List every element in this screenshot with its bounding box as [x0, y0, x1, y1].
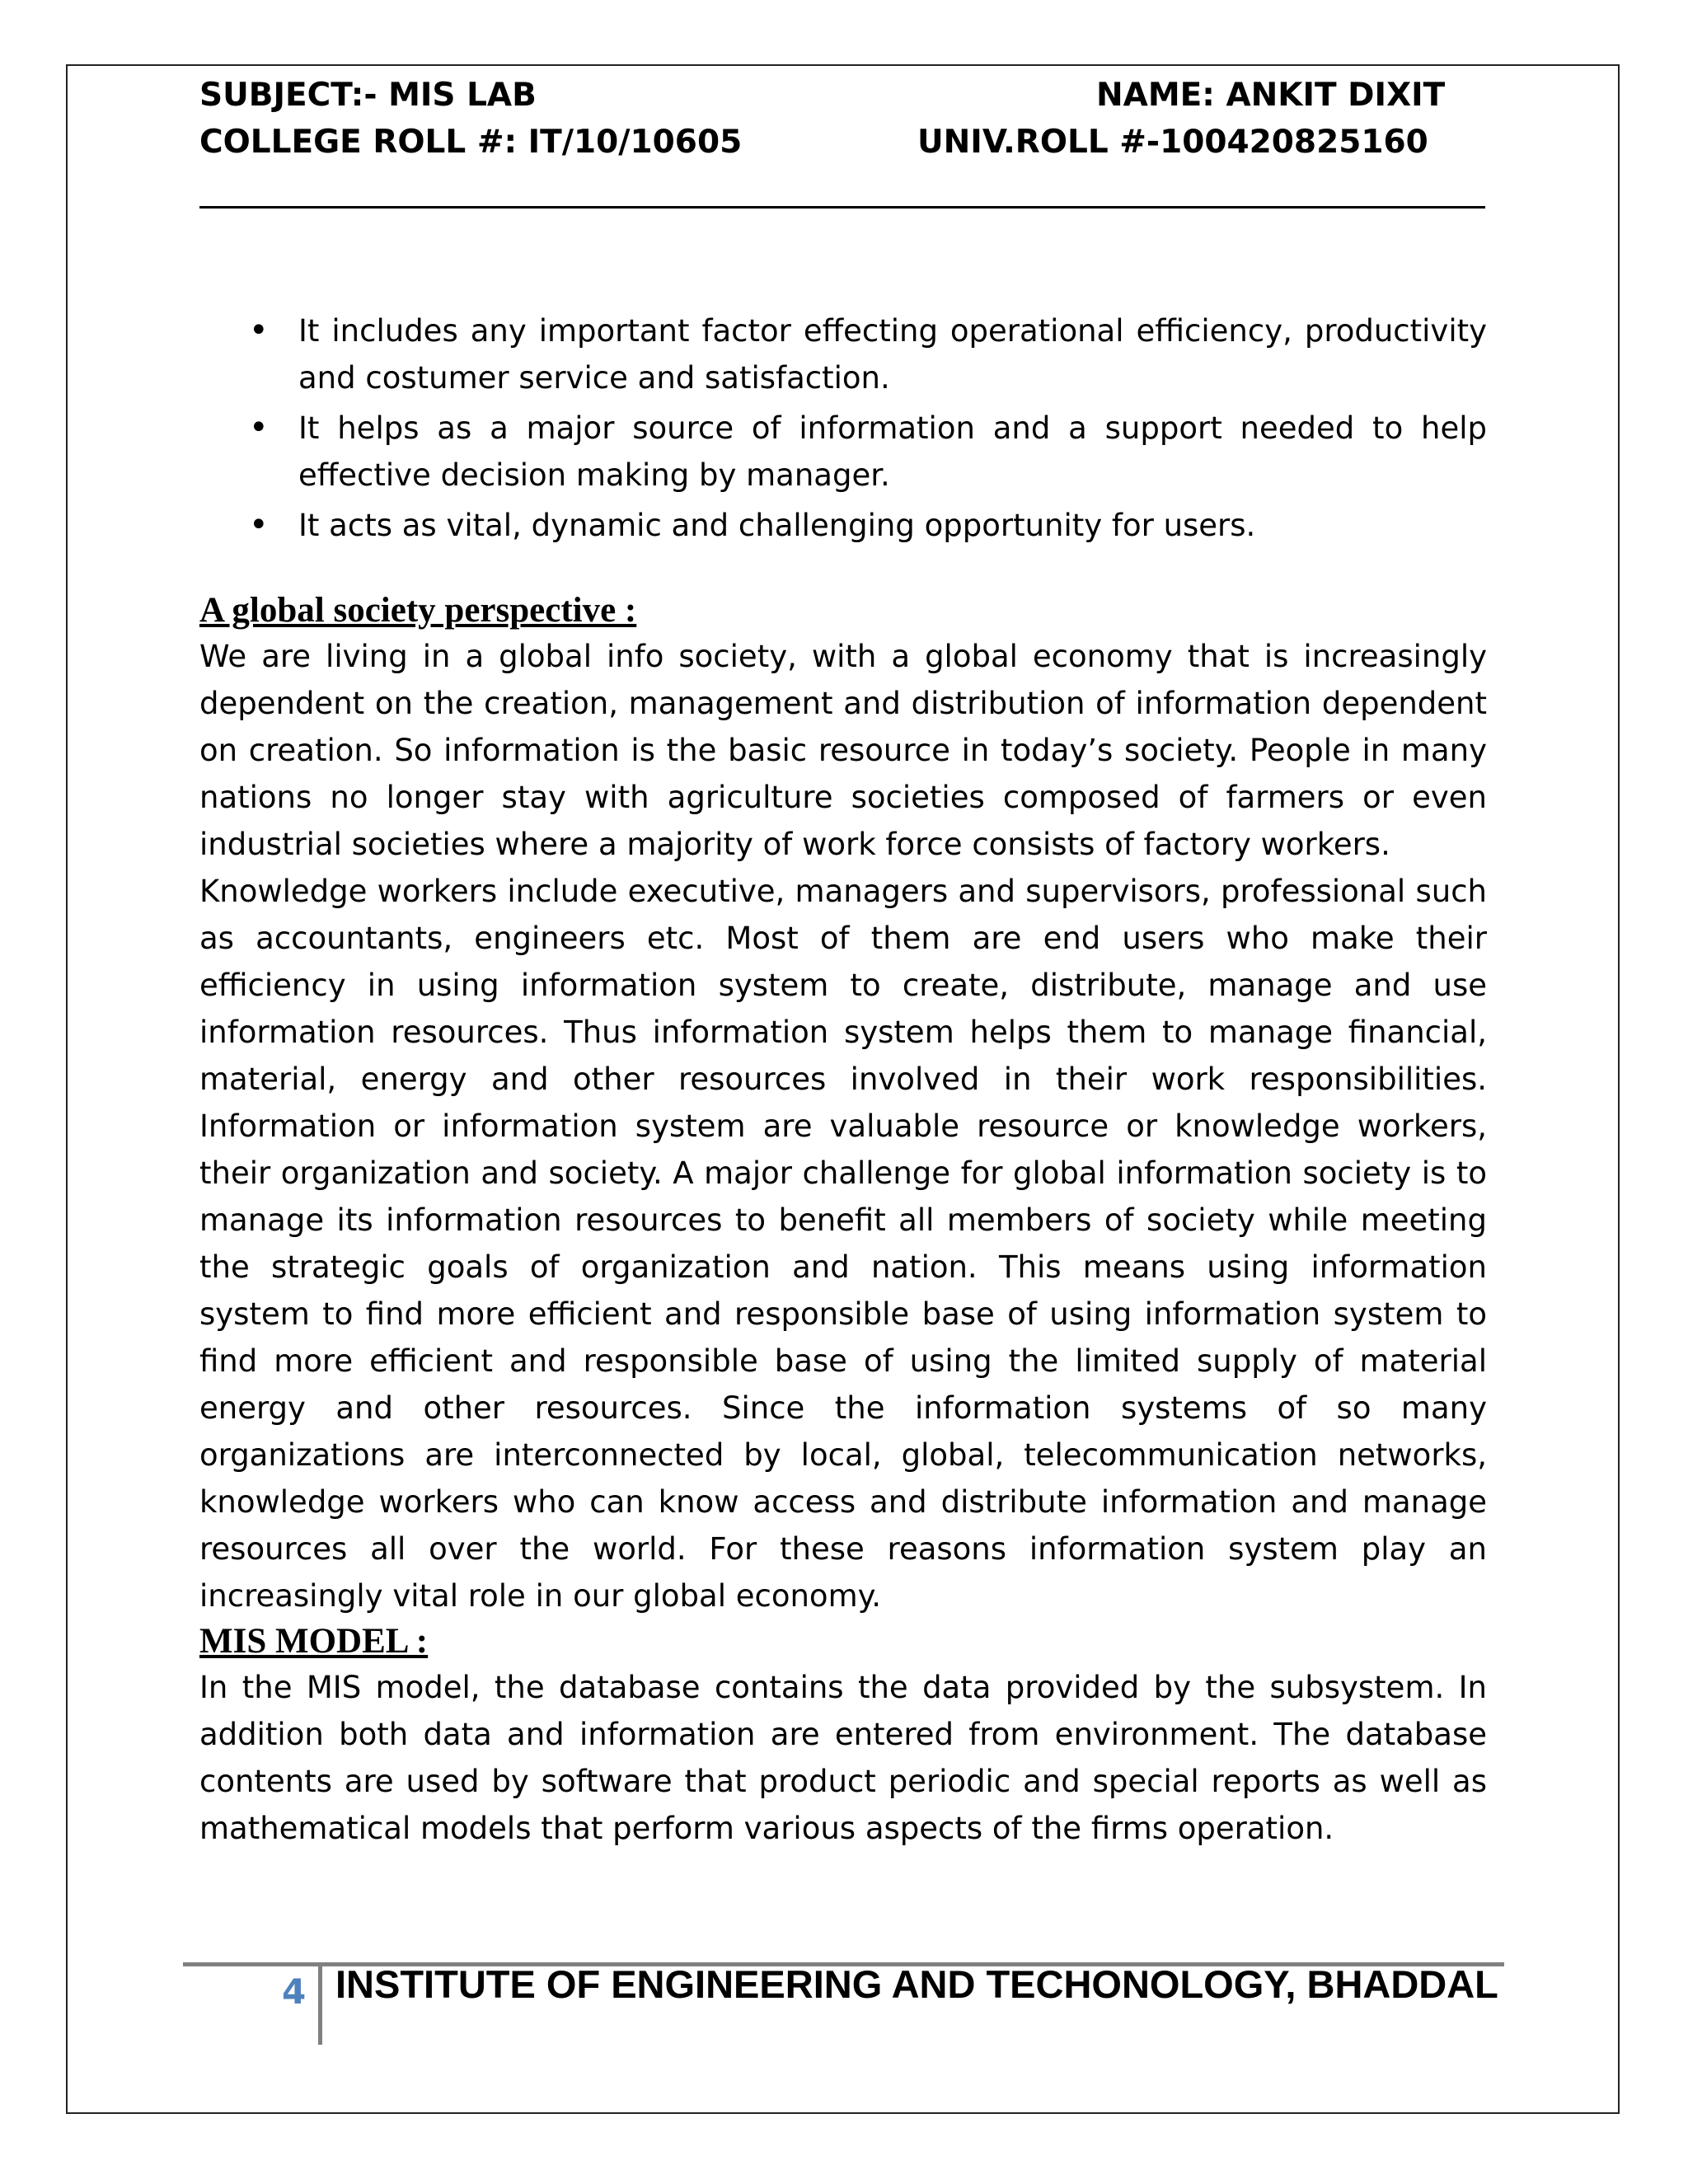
page-number: 4 [282, 1971, 307, 2012]
header-subject: SUBJECT:- MIS LAB [199, 77, 537, 114]
paragraph-global-society-1: We are living in a global info society, with a global economy that is increasingly dependent on the creation, management and distribution of information dependent on creation. So information is the basic resource in today’s society. People in many nations no longer stay with agriculture societies composed of farmers or even industrial societies where a majority of work force consists of factory workers. [199, 639, 1487, 862]
header-univ-roll: UNIV.ROLL #-100420825160 [917, 124, 1428, 161]
header-rule [199, 206, 1485, 209]
header-name: NAME: ANKIT DIXIT [1096, 77, 1446, 114]
bullet-item: • It helps as a major source of information and a support needed to help effective decision making by manager. [199, 405, 1487, 499]
bullet-item: • It acts as vital, dynamic and challenging opportunity for users. [199, 502, 1487, 549]
section-heading-mis-model: MIS MODEL : [199, 1622, 429, 1661]
document-body [199, 307, 1487, 1852]
footer-institute: INSTITUTE OF ENGINEERING AND TECHONOLOGY, BHADDAL [335, 1962, 1498, 2006]
section-heading-global-society: A global society perspective : [199, 591, 637, 630]
bullet-item: • It includes any important factor effecting operational efficiency, productivity and costumer service and satisfaction. [199, 307, 1487, 401]
bullet-list [199, 307, 1487, 549]
paragraph-mis-model: In the MIS model, the database contains the data provided by the subsystem. In addition both data and information are entered from environment. The database contents are used by software that product periodic and special reports as well as mathematical models that perform various aspects of the firms operation. [199, 1670, 1487, 1846]
header-college-roll: COLLEGE ROLL #: IT/10/10605 [199, 124, 743, 161]
paragraph-global-society-2: Knowledge workers include executive, managers and supervisors, professional such as accountants, engineers etc. Most of them are end users who make their efficiency in using information system to create, distribute, manage and use information resources. Thus information system helps them to manage financial, material, energy and other resources involved in their work responsibilities. Information or information system are valuable resource or knowledge workers, their organization and society. A major challenge for global information society is to manage its information resources to benefit all members of society while meeting the strategic goals of organization and nation. This means using information system to find more efficient and responsible base of using information system to find more efficient and responsible base of using the limited supply of material energy and other resources. Since the information systems of so many organizations are interconnected by local, global, telecommunication networks, knowledge workers who can know access and distribute information and manage resources all over the world. For these reasons information system play an increasingly vital role in our global economy. [199, 874, 1487, 1614]
footer-divider [318, 1966, 322, 2045]
